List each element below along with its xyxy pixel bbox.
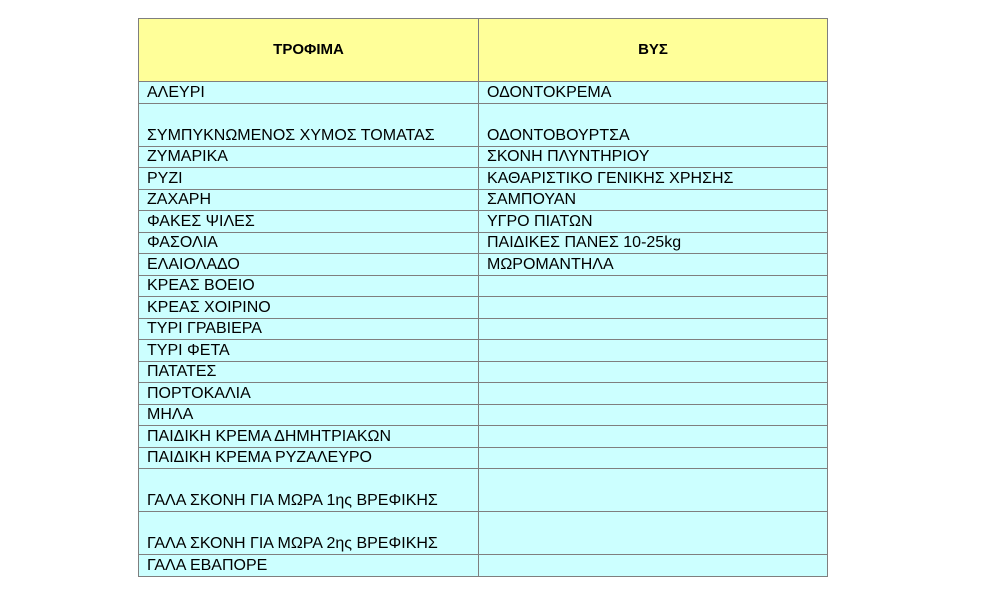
food-cell: ΚΡΕΑΣ ΒΟΕΙΟ (139, 275, 479, 297)
table-row (139, 426, 828, 448)
food-cell: ΡΥΖΙ (139, 168, 479, 190)
food-cell: ΓΑΛΑ ΣΚΟΝΗ ΓΙΑ ΜΩΡΑ 1ης ΒΡΕΦΙΚΗΣ (139, 469, 479, 512)
food-cell: ΠΑΙΔΙΚΗ ΚΡΕΜΑ ΡΥΖΑΛΕΥΡΟ (139, 447, 479, 469)
table-row (139, 254, 828, 276)
food-cell: ΤΥΡΙ ΦΕΤΑ (139, 340, 479, 362)
household-cell (479, 512, 828, 555)
food-cell: ΦΑΣΟΛΙΑ (139, 232, 479, 254)
header-row (139, 19, 828, 82)
food-cell: ΚΡΕΑΣ ΧΟΙΡΙΝΟ (139, 297, 479, 319)
table-row (139, 404, 828, 426)
food-cell: ΠΑΤΑΤΕΣ (139, 361, 479, 383)
table-row (139, 232, 828, 254)
header-food: ΤΡΟΦΙΜΑ (139, 19, 479, 82)
household-cell (479, 318, 828, 340)
food-cell: ΤΥΡΙ ΓΡΑΒΙΕΡΑ (139, 318, 479, 340)
household-cell: ΟΔΟΝΤΟΚΡΕΜΑ (479, 82, 828, 104)
table-row (139, 297, 828, 319)
food-cell: ΜΗΛΑ (139, 404, 479, 426)
table-row (139, 447, 828, 469)
household-cell: ΟΔΟΝΤΟΒΟΥΡΤΣΑ (479, 103, 828, 146)
food-cell: ΖΑΧΑΡΗ (139, 189, 479, 211)
food-cell: ΕΛΑΙΟΛΑΔΟ (139, 254, 479, 276)
food-cell: ΓΑΛΑ ΣΚΟΝΗ ΓΙΑ ΜΩΡΑ 2ης ΒΡΕΦΙΚΗΣ (139, 512, 479, 555)
household-cell (479, 361, 828, 383)
table-row (139, 82, 828, 104)
household-cell: ΣΑΜΠΟΥΑΝ (479, 189, 828, 211)
table-row (139, 146, 828, 168)
food-cell: ΓΑΛΑ ΕΒΑΠΟΡΕ (139, 555, 479, 577)
table-row (139, 361, 828, 383)
table-row (139, 103, 828, 146)
household-cell (479, 297, 828, 319)
household-cell (479, 275, 828, 297)
household-cell (479, 404, 828, 426)
food-cell: ΠΟΡΤΟΚΑΛΙΑ (139, 383, 479, 405)
header-household: ΒΥΣ (479, 19, 828, 82)
household-cell: ΜΩΡΟΜΑΝΤΗΛΑ (479, 254, 828, 276)
food-cell: ΖΥΜΑΡΙΚΑ (139, 146, 479, 168)
food-cell: ΣΥΜΠΥΚΝΩΜΕΝΟΣ ΧΥΜΟΣ ΤΟΜΑΤΑΣ (139, 103, 479, 146)
household-cell (479, 555, 828, 577)
table-row (139, 189, 828, 211)
food-cell: ΦΑΚΕΣ ΨΙΛΕΣ (139, 211, 479, 233)
food-cell: ΠΑΙΔΙΚΗ ΚΡΕΜΑ ΔΗΜΗΤΡΙΑΚΩΝ (139, 426, 479, 448)
table-row (139, 555, 828, 577)
household-cell: ΥΓΡΟ ΠΙΑΤΩΝ (479, 211, 828, 233)
household-cell: ΠΑΙΔΙΚΕΣ ΠΑΝΕΣ 10-25kg (479, 232, 828, 254)
table-row (139, 512, 828, 555)
household-cell (479, 447, 828, 469)
items-table (138, 18, 828, 577)
household-cell (479, 469, 828, 512)
household-cell (479, 340, 828, 362)
household-cell (479, 426, 828, 448)
table-row (139, 340, 828, 362)
table-row (139, 383, 828, 405)
household-cell: ΚΑΘΑΡΙΣΤΙΚΟ ΓΕΝΙΚΗΣ ΧΡΗΣΗΣ (479, 168, 828, 190)
table-body (139, 82, 828, 577)
table-row (139, 211, 828, 233)
household-cell: ΣΚΟΝΗ ΠΛΥΝΤΗΡΙΟΥ (479, 146, 828, 168)
food-cell: ΑΛΕΥΡΙ (139, 82, 479, 104)
table-row (139, 275, 828, 297)
table-row (139, 168, 828, 190)
household-cell (479, 383, 828, 405)
table-row (139, 318, 828, 340)
table-row (139, 469, 828, 512)
